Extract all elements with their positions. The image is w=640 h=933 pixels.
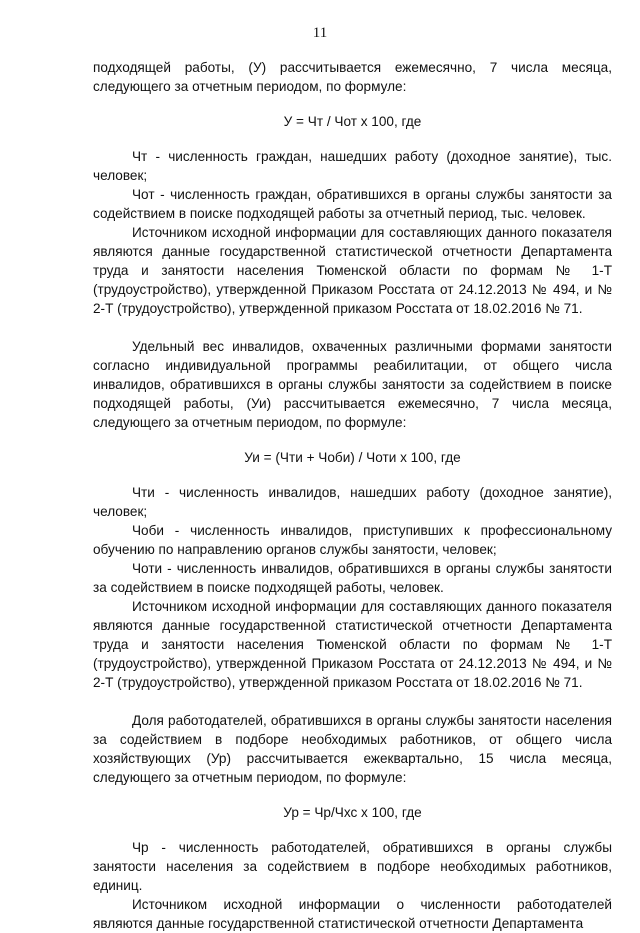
paragraph: Чр - численность работодателей, обратившихся в органы службы занятости населения за содействием в подборе необходимых работников, единиц. xyxy=(93,840,612,893)
paragraph: Чоби - численность инвалидов, приступивших к профессиональному обучению по направлению органов службы занятости, человек; xyxy=(93,523,612,557)
formula-ur: Ур = Чр/Чхс х 100, где xyxy=(283,805,422,820)
paragraph: подходящей работы, (У) рассчитывается ежемесячно, 7 числа месяца, следующего за отчетным периодом, по формуле: xyxy=(93,60,612,94)
paragraph: Удельный вес инвалидов, охваченных различными формами занятости согласно индивидуальной программы реабилитации, от общего числа инвалидов, обратившихся в органы службы занятости за содействием в поиске подходящей работы, (Уи) рассчитывается ежемесячно, 7 числа месяца, следующего за отчетным периодом, по формуле: xyxy=(93,339,612,430)
paragraph: Доля работодателей, обратившихся в органы службы занятости населения за содействием в подборе необходимых работников, от общего числа хозяйствующих (Ур) рассчитывается ежеквартально, 15 числа месяца, следующего за отчетным периодом, по формуле: xyxy=(93,713,612,785)
paragraph: Чоти - численность инвалидов, обратившихся в органы службы занятости за содействием в поиске подходящей работы, человек. xyxy=(93,561,612,595)
paragraph: Чти - численность инвалидов, нашедших работу (доходное занятие), человек; xyxy=(93,485,612,519)
formula-ui: Уи = (Чти + Чоби) / Чоти х 100, где xyxy=(244,450,461,465)
paragraph: Источником исходной информации для составляющих данного показателя являются данные государственной статистической отчетности Департамента труда и занятости населения Тюменской области по формам № 1-Т (трудоустройство), утвержденной Приказом Росстата от 24.12.2013 № 494, и № 2-Т (трудоустройство), утвержденной приказом Росстата от 18.02.2016 № 71. xyxy=(93,225,612,316)
paragraph: Чт - численность граждан, нашедших работу (доходное занятие), тыс. человек; xyxy=(93,149,612,183)
formula-u: У = Чт / Чот х 100, где xyxy=(283,114,422,129)
paragraph: Чот - численность граждан, обратившихся в органы службы занятости за содействием в поиске подходящей работы за отчетный период, тыс. человек. xyxy=(93,187,612,221)
paragraph: Источником исходной информации для составляющих данного показателя являются данные государственной статистической отчетности Департамента труда и занятости населения Тюменской области по формам № 1-Т (трудоустройство), утвержденной Приказом Росстата от 24.12.2013 № 494, и № 2-Т (трудоустройство), утвержденной приказом Росстата от 18.02.2016 № 71. xyxy=(93,599,612,690)
page-number: 11 xyxy=(312,25,328,41)
paragraph: Источником исходной информации о численности работодателей являются данные государственной статистической отчетности Департамента xyxy=(93,897,612,931)
document-body xyxy=(93,58,612,933)
